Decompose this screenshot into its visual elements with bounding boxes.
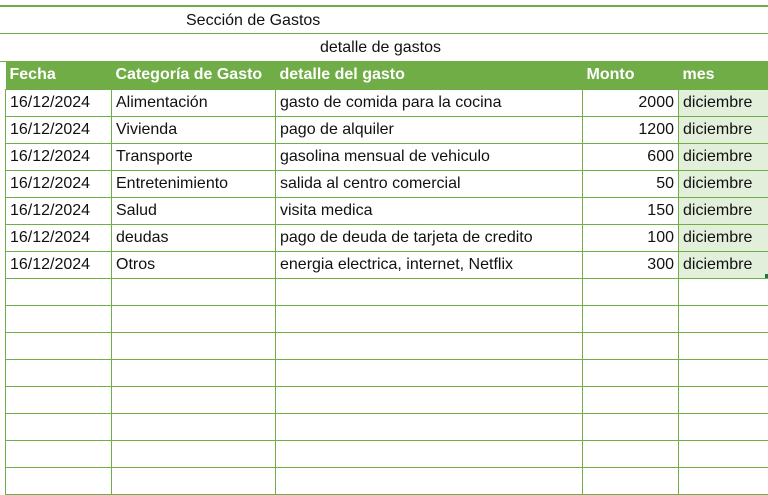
cell-fecha[interactable]: 16/12/2024	[6, 170, 112, 197]
empty-cell[interactable]	[679, 359, 768, 386]
cell-fecha[interactable]: 16/12/2024	[6, 89, 112, 116]
empty-cell[interactable]	[276, 467, 583, 494]
cell-detalle[interactable]: visita medica	[276, 197, 583, 224]
cell-mes[interactable]: diciembre	[679, 170, 768, 197]
table-header-row	[6, 62, 768, 89]
cell-mes-selected[interactable]	[679, 251, 768, 278]
empty-cell[interactable]	[276, 440, 583, 467]
empty-row	[6, 386, 768, 413]
cell-fecha[interactable]: 16/12/2024	[6, 251, 112, 278]
table-row	[6, 224, 768, 251]
table-row	[6, 197, 768, 224]
empty-cell[interactable]	[112, 440, 276, 467]
cell-mes[interactable]: diciembre	[679, 224, 768, 251]
cell-detalle[interactable]: energia electrica, internet, Netflix	[276, 251, 583, 278]
cell-detalle[interactable]: pago de alquiler	[276, 116, 583, 143]
cell-fecha[interactable]: 16/12/2024	[6, 116, 112, 143]
expenses-table	[5, 62, 768, 495]
empty-cell[interactable]	[679, 467, 768, 494]
empty-cell[interactable]	[6, 359, 112, 386]
cell-fecha[interactable]: 16/12/2024	[6, 143, 112, 170]
cell-detalle[interactable]: pago de deuda de tarjeta de credito	[276, 224, 583, 251]
cell-categoria[interactable]: Salud	[112, 197, 276, 224]
cell-categoria[interactable]: deudas	[112, 224, 276, 251]
empty-cell[interactable]	[583, 359, 679, 386]
empty-cell[interactable]	[583, 305, 679, 332]
empty-cell[interactable]	[583, 467, 679, 494]
empty-cell[interactable]	[112, 278, 276, 305]
empty-cell[interactable]	[6, 305, 112, 332]
empty-row	[6, 305, 768, 332]
empty-cell[interactable]	[583, 386, 679, 413]
table-row	[6, 116, 768, 143]
empty-row	[6, 359, 768, 386]
cell-mes[interactable]: diciembre	[679, 116, 768, 143]
empty-cell[interactable]	[112, 413, 276, 440]
table-row	[6, 89, 768, 116]
empty-row	[6, 440, 768, 467]
header-detalle[interactable]: detalle del gasto	[276, 62, 583, 89]
empty-row	[6, 413, 768, 440]
header-mes[interactable]: mes	[679, 62, 768, 89]
empty-cell[interactable]	[276, 332, 583, 359]
cell-fecha[interactable]: 16/12/2024	[6, 197, 112, 224]
empty-cell[interactable]	[112, 332, 276, 359]
empty-cell[interactable]	[6, 467, 112, 494]
header-categoria[interactable]: Categoría de Gasto	[112, 62, 276, 89]
table-row	[6, 251, 768, 278]
empty-cell[interactable]	[276, 305, 583, 332]
empty-cell[interactable]	[112, 359, 276, 386]
sheet-title: Sección de Gastos	[186, 12, 321, 29]
cell-fecha[interactable]: 16/12/2024	[6, 224, 112, 251]
empty-cell[interactable]	[6, 413, 112, 440]
cell-categoria[interactable]: Entretenimiento	[112, 170, 276, 197]
empty-cell[interactable]	[112, 467, 276, 494]
empty-cell[interactable]	[6, 386, 112, 413]
header-fecha[interactable]: Fecha	[6, 62, 112, 89]
cell-mes[interactable]: diciembre	[679, 89, 768, 116]
empty-cell[interactable]	[679, 413, 768, 440]
subtitle-row[interactable]	[0, 34, 768, 62]
cell-categoria[interactable]: Transporte	[112, 143, 276, 170]
empty-cell[interactable]	[112, 386, 276, 413]
table-row	[6, 143, 768, 170]
empty-cell[interactable]	[679, 440, 768, 467]
cell-monto[interactable]: 100	[583, 224, 679, 251]
cell-detalle[interactable]: gasto de comida para la cocina	[276, 89, 583, 116]
empty-cell[interactable]	[6, 332, 112, 359]
cell-categoria[interactable]: Alimentación	[112, 89, 276, 116]
cell-monto[interactable]: 2000	[583, 89, 679, 116]
empty-cell[interactable]	[112, 305, 276, 332]
cell-categoria[interactable]: Vivienda	[112, 116, 276, 143]
empty-cell[interactable]	[276, 359, 583, 386]
empty-row	[6, 332, 768, 359]
empty-cell[interactable]	[679, 278, 768, 305]
empty-cell[interactable]	[276, 278, 583, 305]
empty-cell[interactable]	[583, 413, 679, 440]
table-row	[6, 170, 768, 197]
cell-monto[interactable]: 600	[583, 143, 679, 170]
empty-row	[6, 278, 768, 305]
empty-cell[interactable]	[583, 440, 679, 467]
cell-monto[interactable]: 50	[583, 170, 679, 197]
empty-cell[interactable]	[276, 413, 583, 440]
cell-categoria[interactable]: Otros	[112, 251, 276, 278]
empty-cell[interactable]	[276, 386, 583, 413]
cell-mes-text: diciembre	[683, 255, 753, 273]
empty-cell[interactable]	[679, 386, 768, 413]
cell-mes[interactable]: diciembre	[679, 197, 768, 224]
empty-row	[6, 467, 768, 494]
header-monto[interactable]: Monto	[583, 62, 679, 89]
cell-mes[interactable]: diciembre	[679, 143, 768, 170]
cell-detalle[interactable]: gasolina mensual de vehiculo	[276, 143, 583, 170]
empty-cell[interactable]	[6, 440, 112, 467]
title-row[interactable]	[0, 7, 768, 34]
cell-detalle[interactable]: salida al centro comercial	[276, 170, 583, 197]
empty-cell[interactable]	[583, 332, 679, 359]
empty-cell[interactable]	[6, 278, 112, 305]
empty-cell[interactable]	[679, 305, 768, 332]
fill-handle[interactable]	[765, 274, 768, 278]
cell-monto[interactable]: 1200	[583, 116, 679, 143]
empty-cell[interactable]	[679, 332, 768, 359]
cell-monto[interactable]: 150	[583, 197, 679, 224]
empty-cell[interactable]	[583, 278, 679, 305]
cell-monto[interactable]: 300	[583, 251, 679, 278]
sheet-subtitle: detalle de gastos	[320, 39, 441, 56]
